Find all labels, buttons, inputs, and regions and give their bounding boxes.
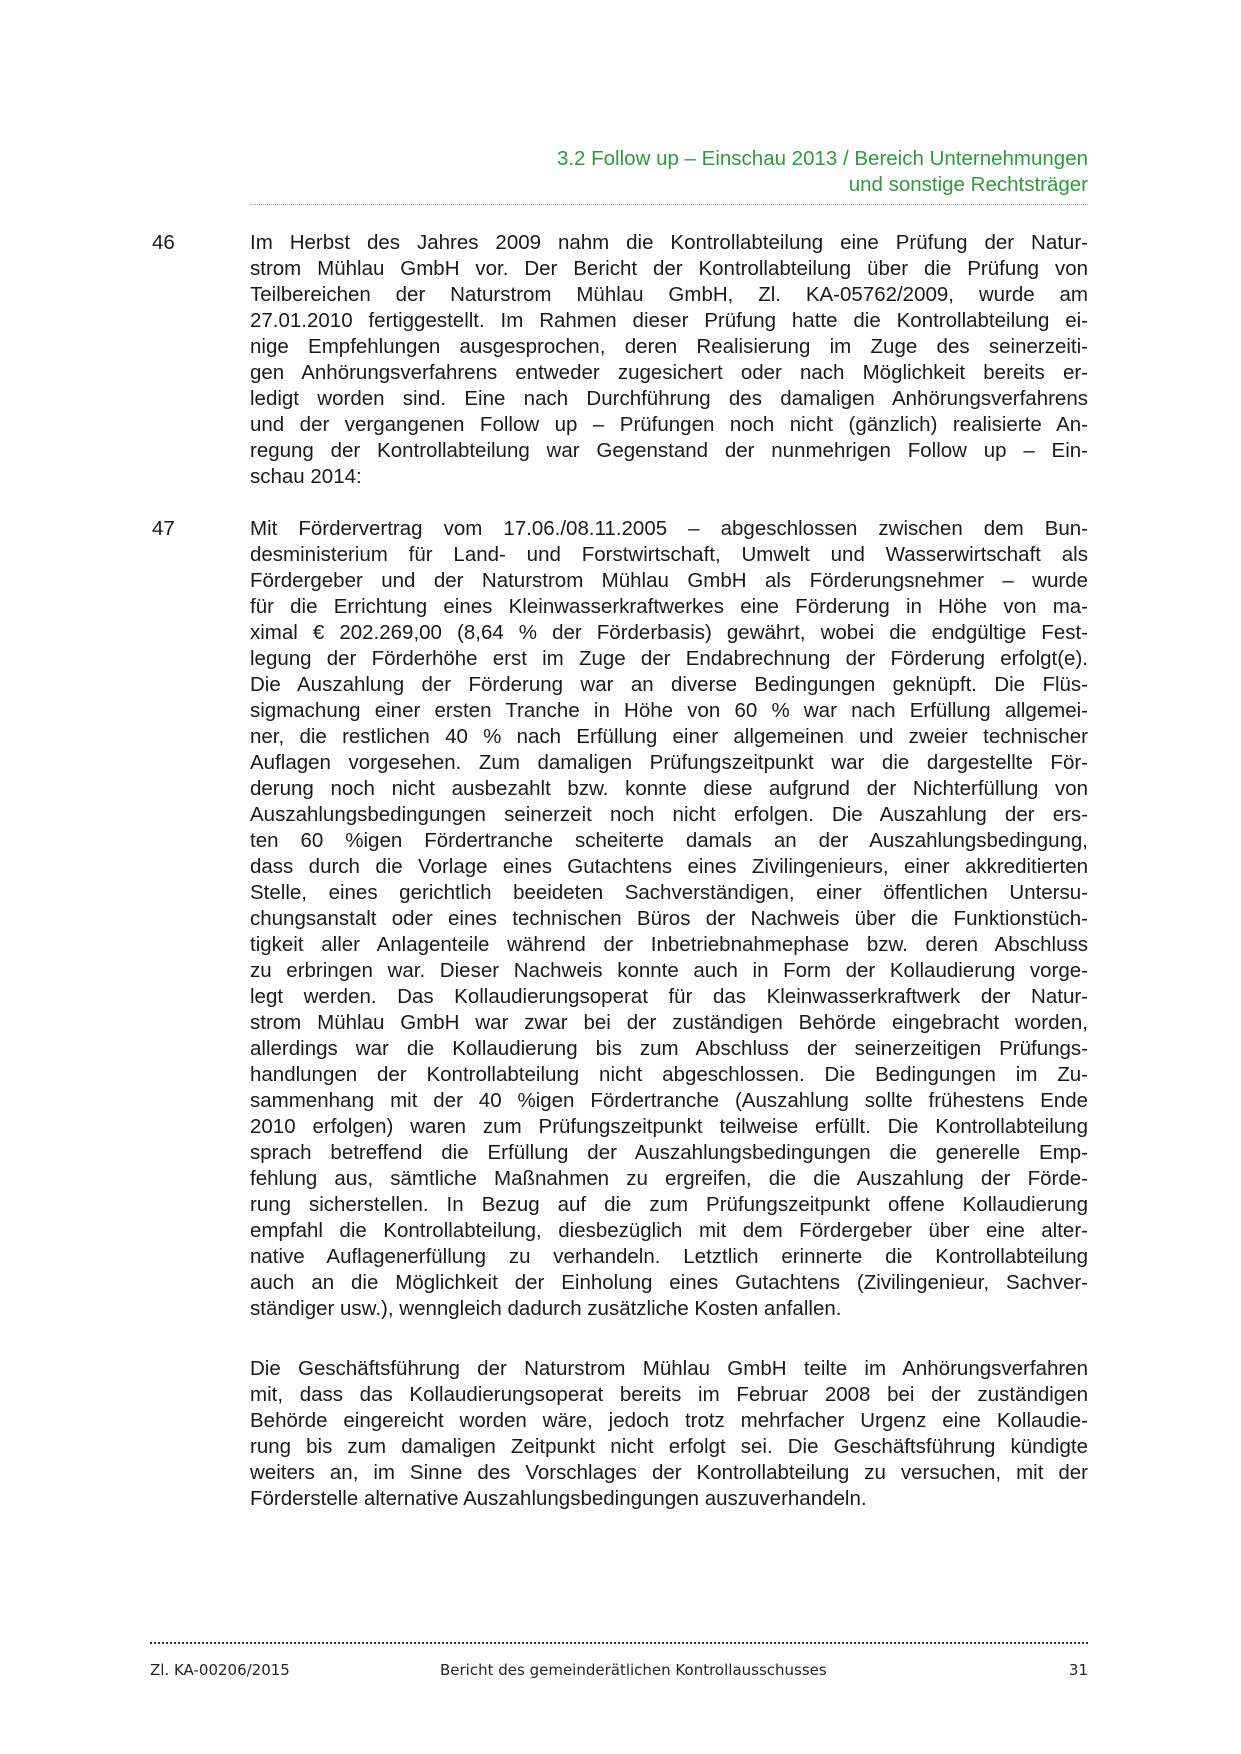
text-line: für die Errichtung eines Kleinwasserkraftwerkes eine Förderung in Höhe von ma- <box>250 595 1088 618</box>
text-line: legt werden. Das Kollaudierungsoperat für das Kleinwasserkraftwerk der Natur- <box>250 985 1088 1008</box>
text-line: ner, die restlichen 40 % nach Erfüllung einer allgemeinen und zweier technischer <box>250 725 1088 748</box>
paragraph-text <box>250 1356 1088 1512</box>
text-line: schau 2014: <box>250 465 362 488</box>
text-line: Mit Fördervertrag vom 17.06./08.11.2005 – abgeschlossen zwischen dem Bun- <box>250 517 1088 540</box>
text-line: handlungen der Kontrollabteilung nicht abgeschlossen. Die Bedingungen im Zu- <box>250 1063 1088 1086</box>
footer-title: Bericht des gemeinderätlichen Kontrollausschusses <box>440 1661 827 1679</box>
text-line: Teilbereichen der Naturstrom Mühlau GmbH, Zl. KA-05762/2009, wurde am <box>250 283 1088 306</box>
section-header-line-2: und sonstige Rechtsträger <box>848 173 1088 196</box>
section-header-line-1: 3.2 Follow up – Einschau 2013 / Bereich Unternehmungen <box>556 147 1088 170</box>
text-line: Auszahlungsbedingungen seinerzeit noch nicht erfolgen. Die Auszahlung der ers- <box>250 803 1088 826</box>
text-line: fehlung aus, sämtliche Maßnahmen zu ergreifen, die die Auszahlung der Förde- <box>250 1167 1088 1190</box>
text-line: ledigt worden sind. Eine nach Durchführung des damaligen Anhörungsverfahrens <box>250 387 1088 410</box>
text-line: sprach betreffend die Erfüllung der Auszahlungsbedingungen die generelle Emp- <box>250 1141 1088 1164</box>
text-line: Stelle, eines gerichtlich beeideten Sachverständigen, einer öffentlichen Untersu- <box>250 881 1088 904</box>
text-line: derung noch nicht ausbezahlt bzw. konnte diese aufgrund der Nichterfüllung von <box>250 777 1088 800</box>
section-header <box>150 146 1088 198</box>
text-line: desministerium für Land- und Forstwirtschaft, Umwelt und Wasserwirtschaft als <box>250 543 1088 566</box>
text-line: Im Herbst des Jahres 2009 nahm die Kontrollabteilung eine Prüfung der Natur- <box>250 231 1088 254</box>
text-line: Fördergeber und der Naturstrom Mühlau GmbH als Förderungsnehmer – wurde <box>250 569 1088 592</box>
footer-reference: Zl. KA-00206/2015 <box>150 1661 290 1679</box>
text-line: rung sicherstellen. In Bezug auf die zum Prüfungszeitpunkt offene Kollaudierung <box>250 1193 1088 1216</box>
page-number: 31 <box>1068 1661 1088 1679</box>
text-line: strom Mühlau GmbH vor. Der Bericht der Kontrollabteilung über die Prüfung von <box>250 257 1088 280</box>
text-line: regung der Kontrollabteilung war Gegenstand der nunmehrigen Follow up – Ein- <box>250 439 1088 462</box>
text-line: chungsanstalt oder eines technischen Büros der Nachweis über die Funktionstüch- <box>250 907 1088 930</box>
text-line: Die Geschäftsführung der Naturstrom Mühlau GmbH teilte im Anhörungsverfahren <box>250 1357 1088 1380</box>
text-line: gen Anhörungsverfahrens entweder zugesichert oder nach Möglichkeit bereits er- <box>250 361 1088 384</box>
text-line: dass durch die Vorlage eines Gutachtens eines Zivilingenieurs, einer akkreditierten <box>250 855 1088 878</box>
text-line: und der vergangenen Follow up – Prüfungen noch nicht (gänzlich) realisierte An- <box>250 413 1088 436</box>
text-line: nige Empfehlungen ausgesprochen, deren Realisierung im Zuge des seinerzeiti- <box>250 335 1088 358</box>
text-line: allerdings war die Kollaudierung bis zum Abschluss der seinerzeitigen Prüfungs- <box>250 1037 1088 1060</box>
text-line: sigmachung einer ersten Tranche in Höhe von 60 % war nach Erfüllung allgemei- <box>250 699 1088 722</box>
text-line: empfahl die Kontrollabteilung, diesbezüglich mit dem Fördergeber über eine alter- <box>250 1219 1088 1242</box>
text-line: zu erbringen war. Dieser Nachweis konnte auch in Form der Kollaudierung vorge- <box>250 959 1088 982</box>
text-line: Auflagen vorgesehen. Zum damaligen Prüfungszeitpunkt war die dargestellte För- <box>250 751 1088 774</box>
text-line: ximal € 202.269,00 (8,64 % der Förderbasis) gewährt, wobei die endgültige Fest- <box>250 621 1088 644</box>
text-line: Behörde eingereicht worden wäre, jedoch trotz mehrfacher Urgenz eine Kollaudie- <box>250 1409 1088 1432</box>
footer-divider <box>150 1642 1088 1644</box>
text-line: legung der Förderhöhe erst im Zuge der Endabrechnung der Förderung erfolgt(e). <box>250 647 1088 670</box>
paragraph-text <box>250 516 1088 1322</box>
text-line: rung bis zum damaligen Zeitpunkt nicht erfolgt sei. Die Geschäftsführung kündigte <box>250 1435 1088 1458</box>
text-line: mit, dass das Kollaudierungsoperat bereits im Februar 2008 bei der zuständigen <box>250 1383 1088 1406</box>
text-line: Förderstelle alternative Auszahlungsbedingungen auszuverhandeln. <box>250 1487 867 1510</box>
text-line: native Auflagenerfüllung zu verhandeln. Letztlich erinnerte die Kontrollabteilung <box>250 1245 1088 1268</box>
text-line: weiters an, im Sinne des Vorschlages der Kontrollabteilung zu versuchen, mit der <box>250 1461 1088 1484</box>
text-line: tigkeit aller Anlagenteile während der Inbetriebnahmephase bzw. deren Abschluss <box>250 933 1088 956</box>
header-divider <box>250 204 1088 205</box>
text-line: ten 60 %igen Fördertranche scheiterte damals an der Auszahlungsbedingung, <box>250 829 1088 852</box>
text-line: Die Auszahlung der Förderung war an diverse Bedingungen geknüpft. Die Flüs- <box>250 673 1088 696</box>
text-line: sammenhang mit der 40 %igen Fördertranche (Auszahlung sollte frühestens Ende <box>250 1089 1088 1112</box>
text-line: 2010 erfolgen) waren zum Prüfungszeitpunkt teilweise erfüllt. Die Kontrollabteilung <box>250 1115 1088 1138</box>
text-line: auch an die Möglichkeit der Einholung eines Gutachtens (Zivilingenieur, Sachver- <box>250 1271 1088 1294</box>
paragraph-number: 47 <box>152 517 175 540</box>
paragraph-text <box>250 230 1088 490</box>
text-line: strom Mühlau GmbH war zwar bei der zuständigen Behörde eingebracht worden, <box>250 1011 1088 1034</box>
paragraph-number: 46 <box>152 231 175 254</box>
text-line: ständiger usw.), wenngleich dadurch zusätzliche Kosten anfallen. <box>250 1297 842 1320</box>
text-line: 27.01.2010 fertiggestellt. Im Rahmen dieser Prüfung hatte die Kontrollabteilung ei- <box>250 309 1088 332</box>
